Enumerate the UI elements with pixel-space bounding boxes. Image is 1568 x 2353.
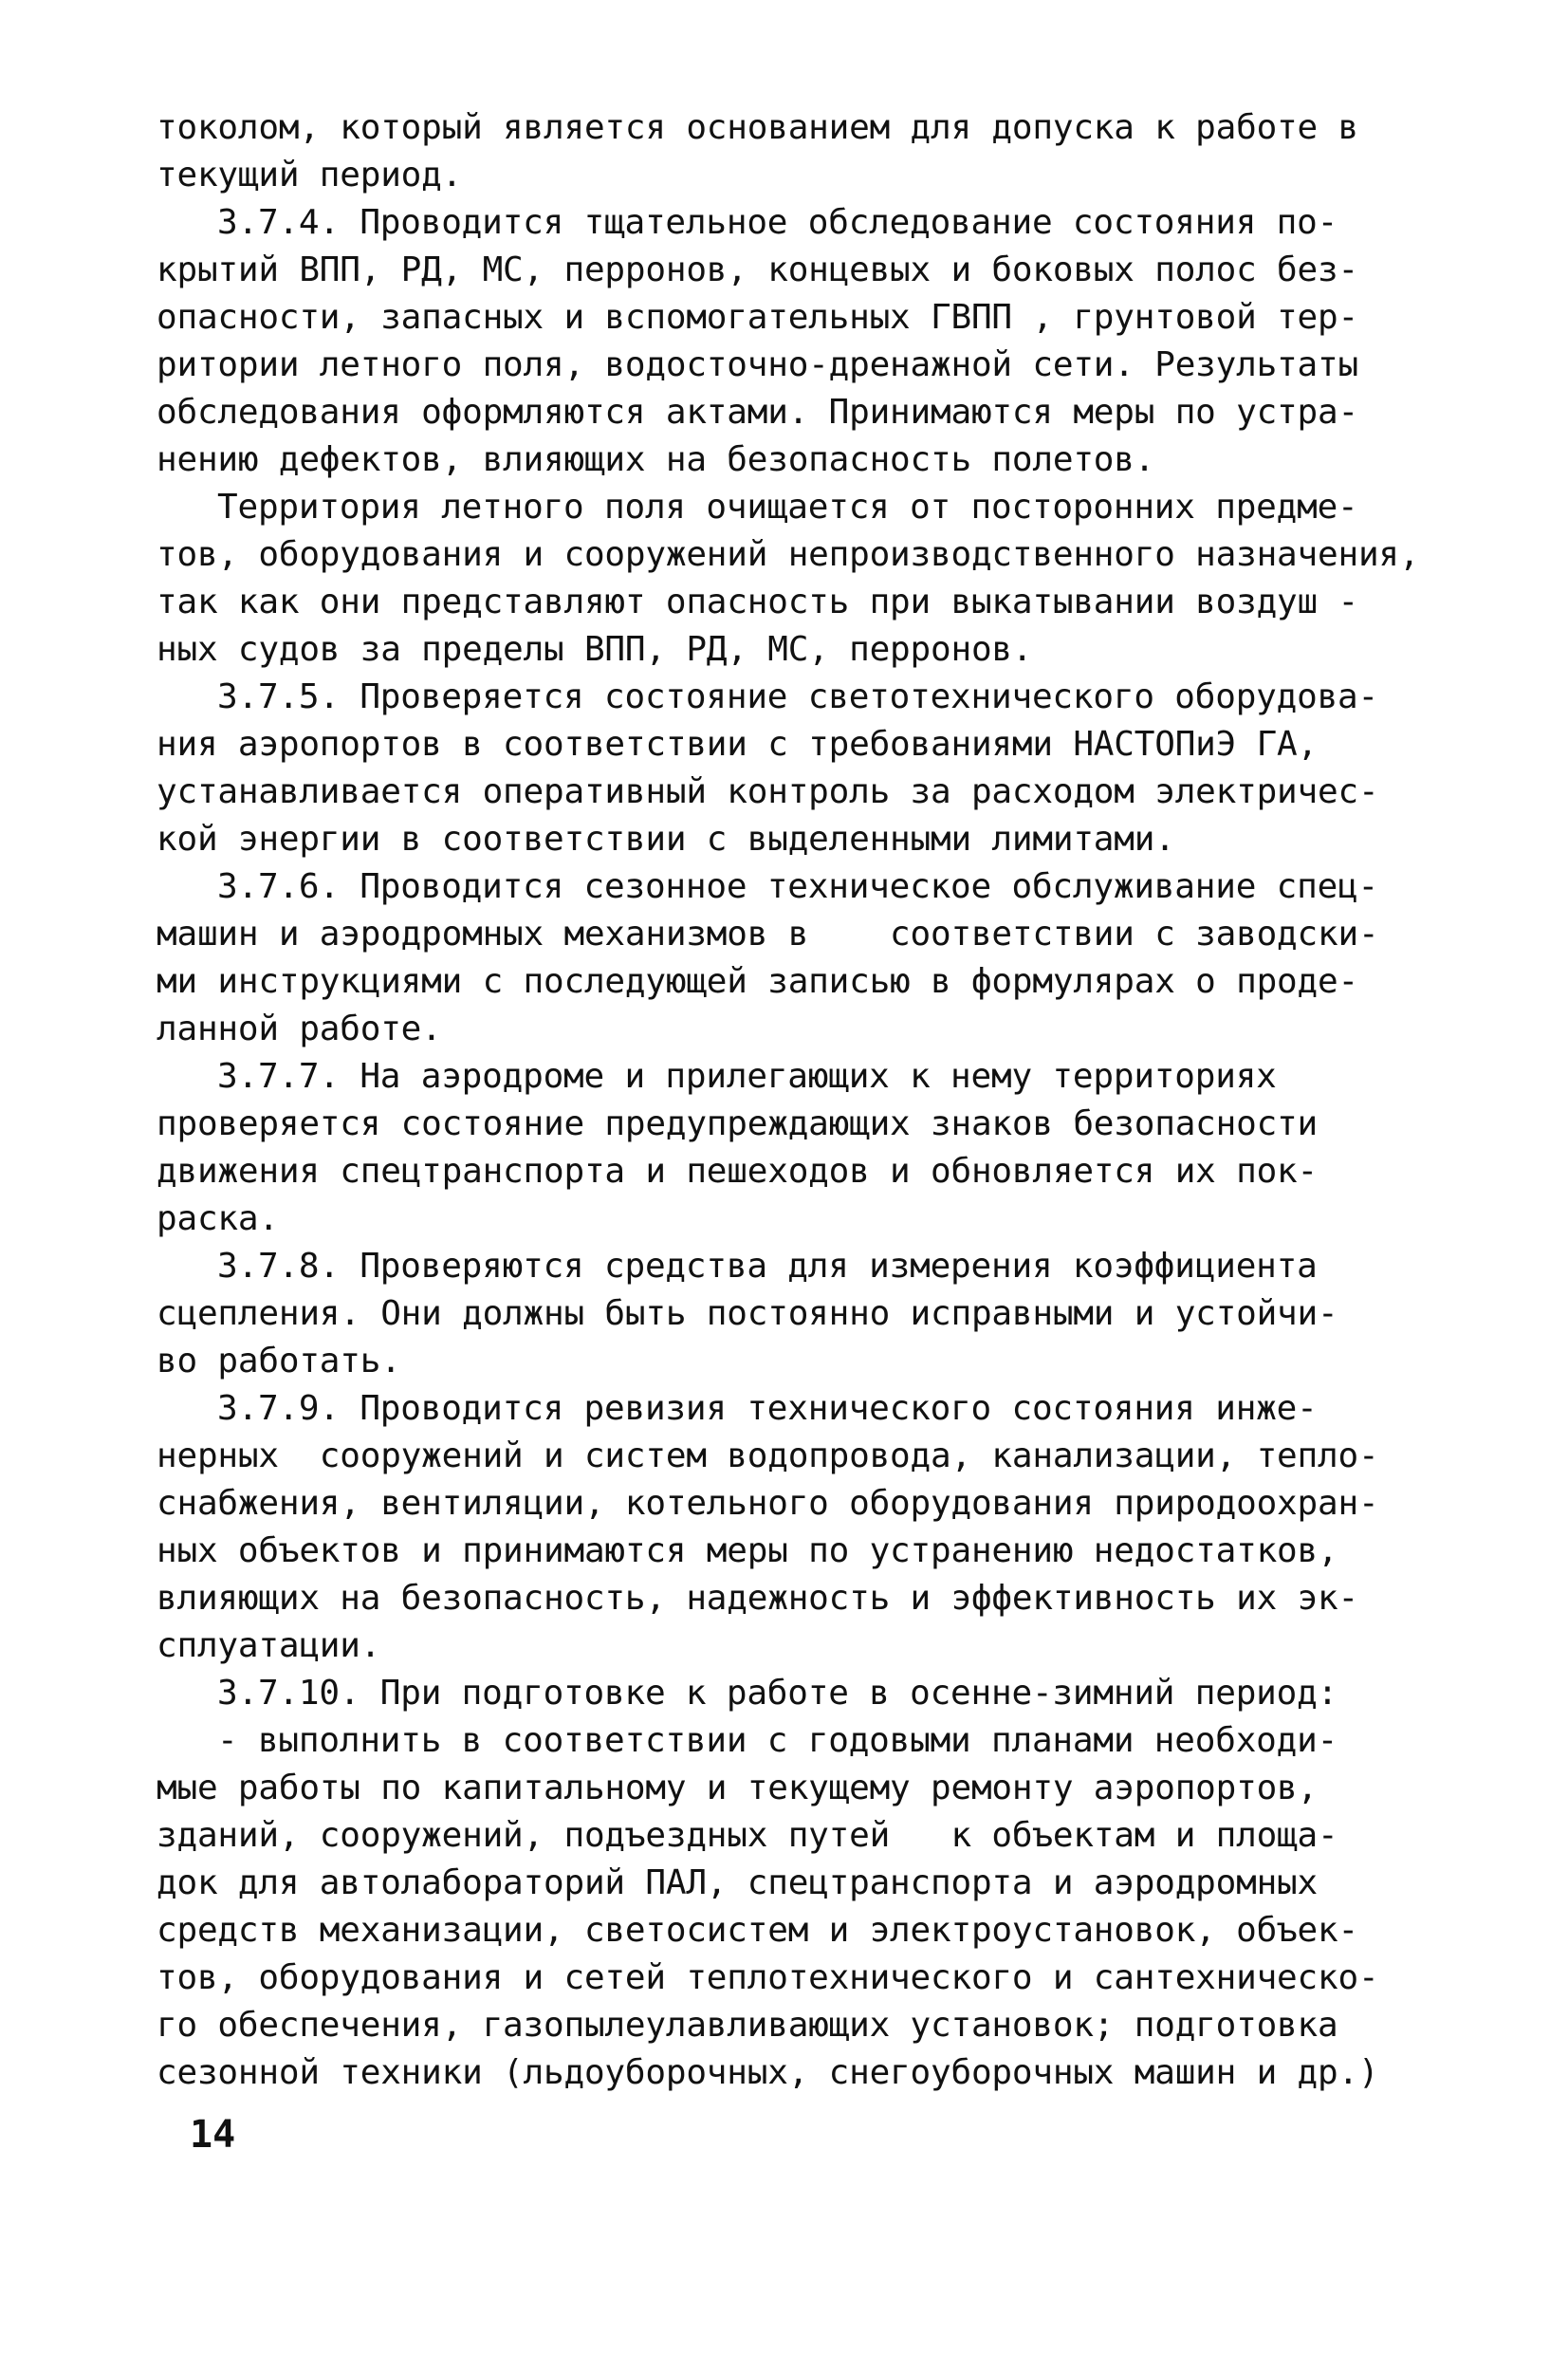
text-line: средств механизации, светосистем и электроустановок, объек- — [157, 1911, 1358, 1950]
text-line: го обеспечения, газопылеулавливающих установок; подготовка — [157, 2006, 1338, 2045]
text-line: проверяется состояние предупреждающих знаков безопасности — [157, 1104, 1319, 1143]
text-line: 3.7.9. Проводится ревизия технического состояния инже- — [217, 1389, 1318, 1428]
text-line: сцепления. Они должны быть постоянно исправными и устойчи- — [157, 1294, 1338, 1333]
text-line: ритории летного поля, водосточно-дренажной сети. Результаты — [157, 345, 1358, 384]
text-line: крытий ВПП, РД, МС, перронов, концевых и боковых полос без- — [157, 250, 1358, 289]
page-number: 14 — [190, 2113, 236, 2157]
text-line: текущий период. — [157, 156, 463, 195]
text-line: ных судов за пределы ВПП, РД, МС, перронов. — [157, 630, 1033, 669]
text-line: мые работы по капитальному и текущему ремонту аэропортов, — [157, 1769, 1319, 1807]
text-line: 3.7.5. Проверяется состояние светотехнического оборудова- — [217, 677, 1379, 716]
text-line: - выполнить в соответствии с годовыми планами необходи- — [217, 1721, 1338, 1760]
text-line: 3.7.8. Проверяются средства для измерения коэффициента — [217, 1247, 1318, 1286]
document-body — [157, 104, 1475, 2097]
text-line: нению дефектов, влияющих на безопасность полетов. — [157, 440, 1155, 479]
text-line: сезонной техники (льдоуборочных, снегоуборочных машин и др.) — [157, 2053, 1379, 2092]
text-line: 3.7.4. Проводится тщательное обследование состояния по- — [217, 203, 1338, 242]
text-line: так как они представляют опасность при выкатывании воздуш - — [157, 583, 1358, 621]
text-line: ных объектов и принимаются меры по устранению недостатков, — [157, 1531, 1338, 1570]
text-line: ланной работе. — [157, 1010, 442, 1048]
text-line: машин и аэродромных механизмов в соответствии с заводски- — [157, 915, 1379, 954]
text-line: во работать. — [157, 1342, 401, 1380]
text-line: док для автолабораторий ПАЛ, спецтранспорта и аэродромных — [157, 1863, 1319, 1902]
text-line: раска. — [157, 1199, 279, 1238]
text-line: сплуатации. — [157, 1626, 381, 1665]
text-line: влияющих на безопасность, надежность и эффективность их эк- — [157, 1579, 1358, 1618]
text-line: тов, оборудования и сооружений непроизводственного назначения, — [157, 535, 1420, 574]
text-line: опасности, запасных и вспомогательных ГВПП , грунтовой тер- — [157, 298, 1358, 337]
text-line: ми инструкциями с последующей записью в формулярах о проде- — [157, 962, 1358, 1001]
text-line: обследования оформляются актами. Принимаются меры по устра- — [157, 393, 1358, 432]
text-line: кой энергии в соответствии с выделенными лимитами. — [157, 820, 1175, 859]
text-line: Территория летного поля очищается от посторонних предме- — [217, 488, 1358, 527]
text-line: снабжения, вентиляции, котельного оборудования природоохран- — [157, 1484, 1379, 1523]
text-line: 3.7.6. Проводится сезонное техническое обслуживание спец- — [217, 867, 1379, 906]
text-line: нерных сооружений и систем водопровода, канализации, тепло- — [157, 1436, 1379, 1475]
text-line: устанавливается оперативный контроль за расходом электричес- — [157, 772, 1379, 811]
text-line: 3.7.10. При подготовке к работе в осенне-зимний период: — [217, 1674, 1338, 1713]
text-line: ния аэропортов в соответствии с требованиями НАСТОПиЭ ГА, — [157, 725, 1319, 764]
text-line: токолом, который является основанием для допуска к работе в — [157, 108, 1358, 147]
text-line: зданий, сооружений, подъездных путей к объектам и площа- — [157, 1816, 1338, 1855]
text-line: 3.7.7. На аэродроме и прилегающих к нему территориях — [217, 1057, 1277, 1096]
text-line: тов, оборудования и сетей теплотехнического и сантехническо- — [157, 1958, 1379, 1997]
text-line: движения спецтранспорта и пешеходов и обновляется их пок- — [157, 1152, 1319, 1191]
